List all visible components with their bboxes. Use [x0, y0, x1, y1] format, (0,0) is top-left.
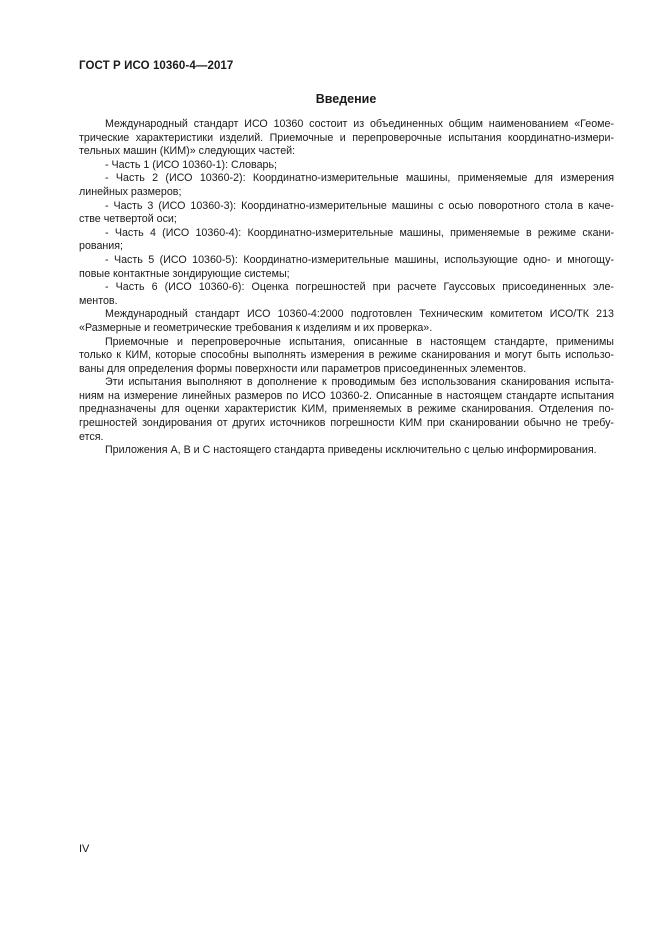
list-item: - Часть 5 (ИСО 10360-5): Координатно-измерительные машины, использующие одно- и многощу-: [105, 253, 614, 266]
page-number: IV: [79, 843, 90, 855]
text-line: стве четвертой оси;: [79, 213, 177, 226]
text-line: ниям на измерение линейных размеров по ИСО 10360-2. Описанные в настоящем стандарте испытания: [79, 389, 614, 402]
list-item: - Часть 4 (ИСО 10360-4): Координатно-измерительные машины, применяемые в режиме скани-: [105, 226, 614, 239]
text-line: Международный стандарт ИСО 10360-4:2000 подготовлен Техническим комитетом ИСО/ТК 213: [105, 308, 614, 321]
list-item: - Часть 3 (ИСО 10360-3): Координатно-измерительные машины с осью поворотного стола в каче-: [105, 199, 614, 212]
document-header: ГОСТ Р ИСО 10360-4—2017: [79, 60, 234, 72]
list-item: - Часть 2 (ИСО 10360-2): Координатно-измерительные машины, применяемые для измерения: [105, 172, 614, 185]
text-line: предназначены для оценки характеристик КИМ, применяемых в режиме сканирования. Отделения по-: [79, 403, 614, 416]
text-line: ваны для определения формы поверхности или параметров присоединенных элементов.: [79, 362, 527, 375]
text-line: «Размерные и геометрические требования к изделиям и их проверка».: [79, 321, 433, 334]
text-line: линейных размеров;: [79, 185, 182, 198]
text-line: грешностей зондирования от других источников погрешности КИМ при сканировании обычно не требу-: [79, 417, 614, 430]
text-line: ментов.: [79, 294, 118, 307]
text-line: только к КИМ, которые способны выполнять измерения в режиме сканирования и могут быть использо-: [79, 349, 614, 362]
text-line: рования;: [79, 240, 124, 253]
text-line: Эти испытания выполняют в дополнение к проводимым без использования сканирования испыта-: [105, 376, 614, 389]
text-line: Приемочные и перепроверочные испытания, описанные в настоящем стандарте, применимы: [105, 335, 614, 348]
text-line: трические характеристики изделий. Приемочные и перепроверочные испытания координатно-измери-: [79, 131, 614, 144]
body-text: [79, 118, 614, 458]
text-line: Международный стандарт ИСО 10360 состоит из объединенных общим наименованием «Геоме-: [105, 118, 614, 130]
list-item: - Часть 6 (ИСО 10360-6): Оценка погрешностей при расчете Гауссовых присоединенных эле-: [105, 281, 614, 294]
text-line: Приложения А, В и С настоящего стандарта приведены исключительно с целью информирования.: [105, 444, 597, 457]
text-line: повые контактные зондирующие системы;: [79, 267, 290, 280]
section-title: Введение: [315, 92, 377, 106]
text-line: тельных машин (КИМ)» следующих частей:: [79, 145, 296, 158]
text-line: ется.: [79, 430, 104, 443]
list-item: - Часть 1 (ИСО 10360-1): Словарь;: [105, 158, 278, 171]
